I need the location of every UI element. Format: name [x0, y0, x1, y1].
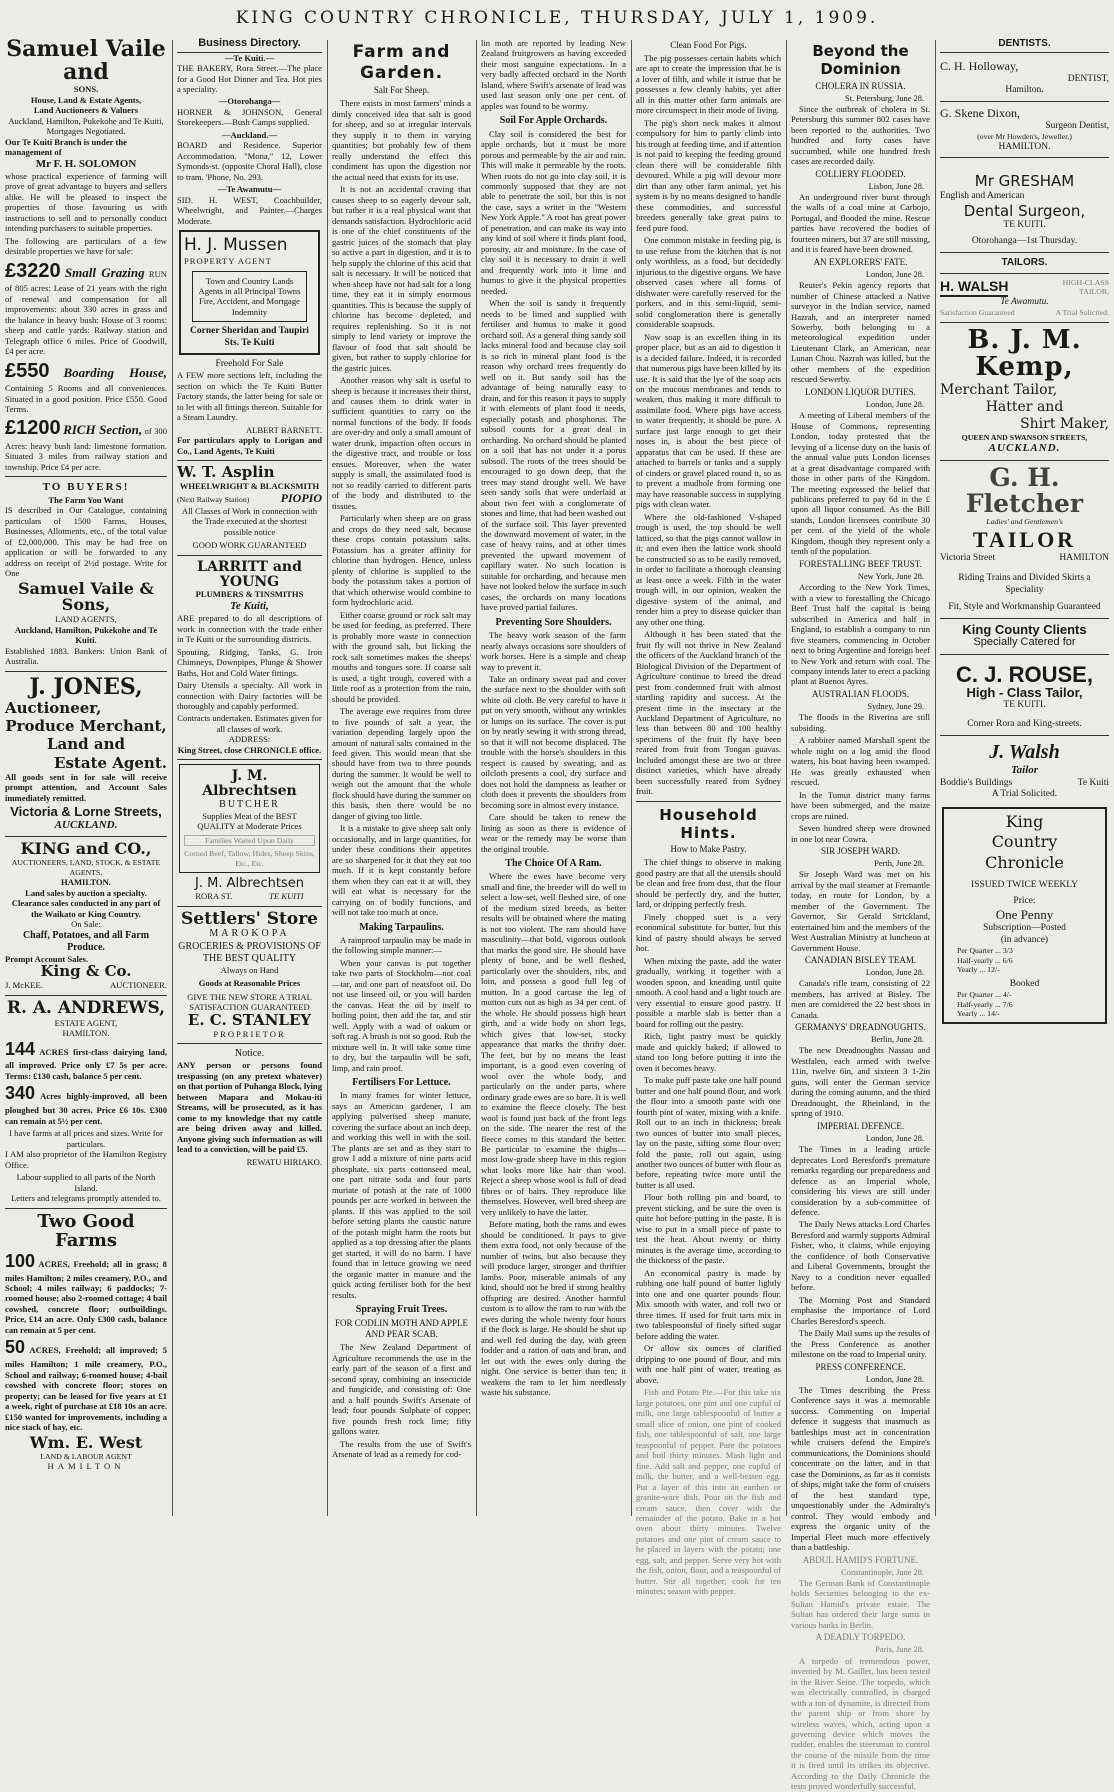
larritt-line: Te Kuiti,: [230, 599, 269, 612]
andrews-listing-text: Acres highly-improved, all been ploughed but 30 acres. Price £6 10s. £300 can remain at 5½ per cent.: [5, 1091, 167, 1126]
property-text: RUN of 805 acres: Lease of 21 years with the right of renewal and compensation for all improvements: about 330 acres in grass and the balance in heavy bush: House of 3 rooms: sheep and cattle yards: Railway station and Telegraph office 6 miles. Price of Goodwill, £4 per acre.: [5, 268, 167, 357]
king-county-line: King County Clients: [962, 621, 1087, 637]
chronicle-rate: Yearly ... 12/-: [957, 965, 1000, 975]
article-paragraph: Care should be taken to renew the lining as soon as there is evidence of wear or the remedy may be worse than the original trouble.: [481, 812, 626, 854]
article-paragraph: The heavy work season of the farm nearly always occasions sore shoulders of work horses. Here is a simple and cheap way to prevent it.: [481, 630, 626, 672]
article-paragraph: The results from the use of Swift's Arsenate of lead as a remedy for cod-: [332, 1438, 471, 1460]
vaile-line: Land Auctioneers & Valuers: [33, 105, 139, 116]
walsh-line: Satisfaction Guaranteed: [940, 308, 1015, 318]
directory-entry: THE BAKERY, Rora Street.—The place for a Good Hot Dinner and Tea. Hot pies a speciality.: [177, 63, 322, 94]
article-paragraph: It is not an accidental craving that causes sheep to so eagerly devour salt, but rather it is a real physical want that demands satisfaction. Hydrochloric acid is one of the chief constituents of the gastric juices of the stomach that play so active a part in digestion, and it is to help supply the chlorine of this acid that salt is necessary. It will be noticed that when sheep have not had salt for a long time, they eat it in simply enormous quantities. This is because the supply of chlorine has become depleted, and requires replenishing. So it is not simply to lend variety or improve the flavour of food that salt should be given, but rather to supply chlorine for the gastric juices.: [332, 184, 471, 373]
cable-text: The Morning Post and Standard emphasise the importance of Lord Charles Beresford's speech.: [791, 1294, 930, 1326]
kemp-line: QUEEN AND SWANSON STREETS,: [961, 432, 1088, 442]
fletcher-line: Victoria Street: [940, 553, 996, 564]
property-title: Small Grazing: [64, 264, 145, 280]
chronicle-rate: Per Quarter ... 4/-: [957, 990, 1012, 1000]
article-paragraph: Clay soil is considered the best for apple orchards, but it must be more porous and permeable by the air and rain. This will make it permeable by the roots. When roots do not go into clay soil, it is commonly supposed that they are not able to penetrate the soil, but this is not the case, says a writer in the "Western New York Apple." A root has great power of penetration, and can make its way into any kind of soil where it finds plant food, porosity, air and moisture. In the case of clay soil it is necessary to drain it well and frequently work into it lime and humus to give it the physical properties needed.: [481, 128, 626, 296]
cable-text: The Daily Mail sums up the results of the Press Conference as another milestone on the road to Imperial unity.: [791, 1328, 930, 1360]
article-paragraph: Another reason why salt is useful to sheep is because it increases their thirst, and causes them to drink water in sufficient quantities to carry on the normal functions of the body. If foods are over-dry and only a small amount of water drunk, impaction often occurs in the digestive tract, and trouble or loss ensues. Moreover, when the water supply is small, the assimilated food is not so readily carried to different parts of the body and distributed to the tissues.: [332, 375, 471, 511]
king-co-line: On Sale:: [71, 919, 101, 930]
rouse-title: C. J. ROUSE,: [956, 661, 1093, 687]
notice-text: ANY person or persons found trespassing (on any pretext whatever) on that portion of Puhanga Block, lying between Mapara and Mokau-iti Streams, will be prosecuted, as it has come to my knowledge that my cattle are being driven away and killed. Anyone giving such information as will lead to a conviction, will be paid £5.: [177, 1060, 322, 1155]
fletcher-line: Ladies' and Gentlemen's: [986, 517, 1063, 527]
cable-dateline: Constantinople, June 28.: [841, 1567, 924, 1577]
article-heading: Making Tarpaulins.: [359, 921, 444, 933]
larritt-line: Spouting, Ridging, Tanks, G. Iron Chimneys, Downpipes, Plunge & Shower Baths, Hot and Cold Water fittings.: [177, 646, 322, 678]
vaile-manager: Mr F. H. SOLOMON: [35, 157, 137, 170]
jwalsh-line: Tailor: [1010, 764, 1039, 777]
andrews-title: R. A. ANDREWS,: [6, 997, 166, 1018]
albrechtsen-line: Corned Beef, Tallow, Hides, Sheep Skins, Etc., Etc.: [184, 849, 315, 868]
article-paragraph: Where the old-fashioned V-shaped trough is used, the top should be well latticed, so that the pigs cannot wallow in it; and even then the lattice work should be constructed so as to be easily removed, in order to facilitate a thorough cleansing at least once a week. Filth in the water trough will, in our opinion, weaken the digestive system of the animal, and render him a prey to disease quicker than any other one thing.: [636, 511, 781, 627]
freehold-line: For particulars apply to Lorigan and Co., Land Agents, Te Kuiti: [177, 435, 322, 456]
tailors-heading: TAILORS.: [1001, 256, 1048, 268]
cable-text: Since the outbreak of cholera in St. Petersburg this summer 802 cases have been reported to the authorities. Two hundred and forty cases have succumbed, while one hundred fresh cases are recorded daily.: [791, 103, 930, 167]
walsh-line: Te Awamutu.: [1000, 296, 1049, 307]
directory-heading: Business Directory.: [177, 38, 322, 53]
chronicle-rate: Half-yearly ... 7/6: [957, 999, 1013, 1009]
king-co-auctioneer: AUCTIONEER.: [109, 980, 167, 991]
beyond-dominion-heading: Beyond the Dominion: [812, 42, 909, 79]
andrews-line: Letters and telegrams promptly attended to.: [11, 1193, 161, 1204]
chronicle-rate: Yearly ... 14/-: [957, 1009, 1000, 1019]
gresham-line: TE KUITI.: [1003, 220, 1046, 231]
freehold-signature: ALBERT BARNETT.: [245, 424, 322, 435]
vaile-line: Auckland, Hamilton, Pukekohe and Te Kuiti,: [8, 115, 164, 126]
rouse-line: TE KUITI.: [1003, 699, 1046, 710]
king-co-line: Clearance sales conducted in any part of the Waikato or King Country.: [11, 898, 161, 919]
cable-heading: SIR JOSEPH WARD.: [820, 846, 901, 856]
article-paragraph: Flour both rolling pin and board, to prevent sticking, and be sure the oven is quite hot before putting in the paste. It is wise to put in a small piece of paste to test the heat. About twenty or thirty minutes is the average time, according to the thickness of the paste.: [636, 1192, 781, 1266]
king-co-line: Land sales by auction a specialty.: [25, 887, 147, 898]
cable-dateline: London, June 28.: [865, 968, 924, 978]
mussen-line: Corner Sheridan and Taupiri Sts. Te Kuiti: [190, 326, 309, 349]
cable-text: A rabbiter named Marshall spent the whole night on a log amid the flood waters, his boat having been swamped. He was greatly exhausted when rescued.: [791, 735, 930, 788]
chronicle-title: Country: [991, 832, 1058, 852]
property-text: of 300 Acres: heavy bush land: limestone formation. Situated 3 miles from railway station and township. Price £4 per acre.: [5, 426, 167, 472]
cable-heading: AN EXPLORERS' FATE.: [813, 256, 908, 267]
chronicle-line: (in advance): [1000, 934, 1049, 945]
andrews-line: I have farms at all prices and sizes. Write for particulars.: [9, 1128, 163, 1149]
article-paragraph: lin moth are reported by leading New Zealand fruitgrowers as having exceeded their most sanguine expectations. In a very badly affected orchard in the North Island, where Swift's arsenate of lead was used last season only one per cent. of apples was found to be wormy.: [481, 38, 626, 111]
fletcher-line: HAMILTON: [1059, 553, 1109, 564]
mussen-line: Town and Country Lands Agents in all Principal Towns Fire, Accident, and Mortgage Indemnity: [192, 271, 307, 323]
walsh-header: [940, 278, 1109, 297]
albrechtsen-ad: [179, 764, 320, 873]
column-5-household: [631, 38, 786, 1597]
cable-heading: AUSTRALIAN FLOODS.: [811, 688, 909, 699]
cable-heading: IMPERIAL DEFENCE.: [816, 1120, 905, 1131]
asplin-line: GOOD WORK GUARANTEED: [192, 540, 307, 551]
vaile-line: House, Land & Estate Agents,: [30, 94, 142, 105]
king-co-line: AUCTIONEERS, LAND, STOCK, & ESTATE AGENTS,: [11, 858, 161, 877]
column-3-farm-garden: [327, 38, 476, 1516]
cable-dateline: London, June 28.: [865, 269, 924, 279]
cable-heading: COLLIERY FLOODED.: [815, 168, 906, 179]
cable-text: Reuter's Pekin agency reports that number of Chinese attacked a Native surveyor in the Indian service, named Hazrah, and an interpreter named Sowerby, both belonging to a meteorological expedition under Lieutenant Clark, an American, near Lunan Chou. Nazrah was killed, but the other members of the expedition rescued Sewerby.: [791, 280, 930, 385]
walsh-line: HIGH-CLASS TAILOR,: [1062, 277, 1109, 297]
article-heading: Clean Food For Pigs.: [670, 40, 747, 50]
notice-signature: REWATU HIRIAKO.: [246, 1156, 322, 1167]
jones-line: Land and: [47, 735, 125, 754]
andrews-listing: [5, 1083, 167, 1126]
chronicle-title: King: [1005, 811, 1044, 831]
andrews-listing: [5, 1039, 167, 1082]
article-paragraph: In many frames for winter lettuce, says an American gardener, I am applying pulverised sheep manure, covering the surface about an inch deep, and working this well in with the soil. The plants are set and as they start to grow I add a mixture of nine parts acid phosphate, six parts cottonseed meal, one part nitrate soda and four parts muriate of potash at the rate of 1000 pounds per acre worked in between the plants. If this was applied to the soil before setting plants the caustic nature of the potash might harm the roots but applied as a top dressing after the plants get started, it will do no harm. I have found that in lettuce growing we need the organic matter in manure and the quick acting fertiliser both for the best results.: [332, 1090, 471, 1300]
article-paragraph: When your canvas is put together take two parts of Stockholm—not coal—tar, and one part of neatsfoot oil. Do not use linseed oil, or you will harden the canvas. Heat the oil by itself to boiling point, then add the tar, and stir well. Apply with a wad of oakum or soft rag. A brush is not so good. Rub the mixture well in. It will take some time to dry, but the tarpaulin will be soft, limp, and rain proof.: [332, 957, 471, 1073]
albrechtsen-line: Families Waited Upon Daily: [184, 835, 315, 847]
article-heading: Fertilisers For Lettuce.: [352, 1077, 451, 1089]
albrechtsen-address: [177, 891, 322, 901]
king-co-mckee: J. McKEE.: [5, 980, 43, 991]
albrechtsen-line: RORA ST.: [195, 891, 233, 902]
cable-text: According to the New York Times, with a view to forestalling the Chicago Beef Trust half the capital is being subscribed in America and half in England, to establish a company to run five steamers, commencing in October next to bring Argentine and foreign beef to New York and return with coal. The company intends later to erect a packing plant at Buenos Ayres.: [791, 582, 930, 687]
andrews-line: Labour supplied to all parts of the North Island.: [16, 1172, 156, 1193]
vaile-sons-line: Auckland, Hamilton, Pukekohe and Te Kuiti.: [14, 624, 158, 646]
kemp-line: Merchant Tailor,: [940, 381, 1058, 398]
cable-dateline: Paris, June 28.: [875, 1645, 924, 1655]
article-paragraph: The New Zealand Department of Agriculture recommends the use in the early part of the season of a first and second spray, combining an insecticide and fungicide, and consisting of: One and a half pounds Swift's Arsenate of lead; four pounds Sulphate of copper; five pounds fresh rock lime; fifty gallons water.: [332, 1342, 471, 1437]
settlers-line: GIVE THE NEW STORE A TRIAL SATISFACTION GUARANTEED: [187, 991, 312, 1013]
cable-text: The Times describing the Press Conference says it was a memorable success. Commenting on Imperial defence it suggests that inasmuch as battleships must act in concentration while cruisers defend the Empire's communications, the Dominions should concentrate on the latter, and in that case the Dominions, as far as it consists of ships, might take the form of cruisers of the best standard type, unquestionably under the Admiralty's control. They would embody and express the organic unity of the Imperial Fleet much more effectively than a battleship.: [791, 1384, 930, 1553]
holloway-line: Hamilton.: [1005, 85, 1044, 96]
household-heading: Household Hints.: [659, 805, 758, 843]
king-co-line: Prompt Account Sales.: [5, 954, 89, 964]
cable-dateline: London, June 28.: [865, 399, 924, 409]
article-heading: Spraying Fruit Trees.: [355, 1304, 448, 1316]
property-listing: [5, 259, 167, 357]
article-paragraph: An economical pastry is made by rubbing one half pound of butter lightly into one and one quarter pounds flour. Mix smooth with water, and roll two or three times. If used for fruit tarts mix in two tablespoonsful of finely sifted sugar before adding the water.: [636, 1267, 781, 1341]
article-paragraph: Or allow six ounces of clarified dripping to one pound of flour, and mix with one half pint of water, treating as above.: [636, 1343, 781, 1385]
cable-heading: GERMANYS' DREADNOUGHTS.: [795, 1022, 926, 1033]
article-paragraph: Take an ordinary sweat pad and cover the surface next to the shoulder with soft white oil cloth. Be very careful to have it put on very smooth, without any wrinkles or lumps on its surface. The cover is put on by neatly sewing it with strong thread, so that it will not become displaced. The trouble with the horse's shoulders in this respect is caused by sweating, and as oilcloth presents a cool, dry surface and does not hold the dampness as leather or cloth does it prevents the shoulders from becoming sore in almost every instance.: [481, 673, 626, 810]
article-paragraph: The average ewe requires from three to five pounds of salt a year, the variation depending largely upon the amount of natural salts contained in the feed given. This would mean that she should have from two to three pounds during the summer. It would be well to weigh out the amount that the whole flock should have during the summer on this basis, then there would be no danger of giving too little.: [332, 706, 471, 821]
fletcher-line: Fit, Style and Workmanship Guaranteed: [948, 602, 1101, 613]
article-paragraph: The pig possesses certain habits which are apt to create the impression that he is a lover of filth, and while it istrue that he possesses a few cleanly habits, yet after all in this matter other farm animals are more circumspect in their mode of living.: [636, 52, 781, 116]
property-listing: [5, 359, 167, 415]
chronicle-line: Subscription—Posted: [983, 923, 1066, 934]
property-title: Boarding House,: [63, 364, 167, 380]
king-co-line: HAMILTON.: [61, 877, 111, 888]
article-paragraph: Before mating, both the rams and ewes should be conditioned. It pays to give them extra food, not only because of the number of twins, but also because they will produce larger, stronger and thriftier lambs. Poor, miserable animals of any kind, should not be bred if strong healthy offspring are desired. Another harmful custom is to allow the ram to run with the ewes during the whole twenty four hours if the flock is large. He should be shut up and well fed during the day, with green fodder and a ration of oats and bran, and let out with the ewes only during the night. One service is better than ten; it weakens the ram to let him needlessly waste his substance.: [481, 1219, 626, 1398]
larritt-line: Dairy Utensils a specialty. All work in connection with Dairy factories will be thoroughly and capably performed.: [177, 680, 322, 711]
jwalsh-line: A Trial Solicited.: [991, 789, 1058, 800]
chronicle-rate: Per Quarter ... 3/3: [957, 946, 1013, 956]
chronicle-rate: Half-yearly ... 6/6: [957, 955, 1013, 965]
chronicle-line: Booked: [1009, 978, 1040, 989]
settlers-line: GROCERIES & PROVISIONS OF THE BEST QUALITY: [178, 940, 321, 964]
directory-town: —Te Awamutu—: [217, 184, 282, 195]
cable-text: Seven hundred sheep were drowned in one lot near Cowra.: [791, 823, 930, 844]
farm-listing-text: ACRES, Freehold; all in grass; 8 miles Hamilton; 2 miles creamery, P.O., and School; 4 miles railway; 6 paddocks; 7-roomed house; also 2-roomed cottage; 4 bail cowshed, concrete floor; outbuildings. Price, £14 an acre. Only £300 cash, balance can remain at 5 per cent.: [5, 1258, 167, 1335]
asplin-line: PIOPIO: [280, 491, 322, 506]
cable-heading: PRESS CONFERENCE.: [815, 1361, 906, 1372]
property-text: Containing 5 Rooms and all conveniences. Situated in a good position. Price £550. Good Terms.: [5, 383, 167, 414]
holloway-title: C. H. Holloway,: [940, 59, 1019, 74]
albrechtsen-title: J. M. Albrechtsen: [195, 876, 304, 892]
jones-address: Victoria & Lorne Streets,: [10, 804, 162, 820]
vaile-sons-line: Established 1883. Bankers: Union Bank of Australia.: [5, 645, 167, 667]
walsh-title: H. WALSH: [940, 278, 1008, 297]
jones-text: All goods sent in for sale will receive prompt attention, and Account Sales immediately remitted.: [5, 771, 167, 803]
farm-listing: [5, 1337, 167, 1432]
dixon-line: HAMILTON.: [998, 141, 1051, 152]
dentists-heading: DENTISTS.: [940, 38, 1109, 53]
cable-heading: CHOLERA IN RUSSIA.: [815, 80, 906, 91]
column-2-business-directory: [172, 38, 327, 1516]
farm-acres: 100: [5, 1250, 36, 1271]
fletcher-address: [940, 553, 1109, 565]
andrews-line: HAMILTON.: [62, 1028, 110, 1039]
cable-dateline: New York, June 28.: [857, 571, 924, 581]
cable-dateline: Berlin, June 28.: [870, 1035, 924, 1045]
andrews-acres: 144: [5, 1038, 36, 1059]
column-7-professional-ads: [935, 38, 1114, 1516]
settlers-line: Goods at Reasonable Prices: [198, 978, 301, 989]
property-price: £1200: [5, 417, 61, 440]
larritt-line: ADDRESS:: [228, 734, 271, 745]
cable-text: Canada's rifle team, consisting of 22 members, has arrived at Bisley. The men are considered the 22 best shots in Canada.: [791, 978, 930, 1020]
chronicle-line: ISSUED TWICE WEEKLY: [971, 880, 1078, 891]
article-paragraph: Particularly when sheep are on grass and crops do they need salt, because these crops contain potassium salts. Potassium has a greater affinity for chlorine than hydrogen. Hence, unless plenty of chlorine is supplied to the body the potassium takes a portion of that which otherwise would combine to form hydrochloric acid.: [332, 513, 471, 608]
cable-dateline: St. Petersburg, June 28.: [845, 93, 924, 103]
article-paragraph: The pig's short neck makes it almost compulsory for him to partly climb into his trough at feeding time, and if attention is not paid to keeping the feeding ground clean there will be considerable filth devoured. While a pig will devour more dirt than any other farm animal, yet his system is by no means designed to handle these commodities, and successful breeders generally take great pains to feed pure food.: [636, 117, 781, 233]
directory-town: —Otorohanga—: [218, 96, 281, 107]
vaile-sons-line: LAND AGENTS,: [55, 614, 117, 625]
walsh-line: A Trial Solicited.: [1055, 308, 1109, 318]
kemp-line: AUCKLAND.: [988, 442, 1061, 455]
asplin-line: All Classes of Work in connection with the Trade executed at the shortest possible notice: [181, 505, 318, 537]
chronicle-price: One Penny: [995, 907, 1054, 923]
cable-heading: LONDON LIQUOR DUTIES.: [805, 386, 916, 397]
jwalsh-line: Boddie's Buildings: [940, 777, 1013, 788]
cable-heading: A DEADLY TORPEDO.: [815, 1632, 906, 1643]
asplin-location: [177, 491, 322, 506]
walsh-footer: [940, 308, 1109, 318]
farm-acres: 50: [5, 1337, 26, 1358]
directory-town: —Auckland.—: [221, 129, 278, 140]
asplin-line: WHEELWRIGHT & BLACKSMITH: [179, 480, 320, 491]
jones-line: Produce Merchant,: [5, 717, 167, 736]
article-paragraph: One common mistake in feeding pig, is to use refuse from the kitchen that is not only worthless, as a food, but decidedly injurious to the digestive organs. We have observed cases where all forms of dishwater were carefully reserved for the porkers, and in this semi-liquid, semi-solid conglomeration there is generally considerable soapsuds.: [636, 235, 781, 330]
jwalsh-address: [940, 778, 1109, 790]
farm-garden-heading: Farm and Garden.: [352, 42, 451, 83]
rouse-line: Corner Rora and King-streets.: [967, 719, 1082, 730]
stanley-title: E. C. STANLEY: [187, 1010, 312, 1029]
fletcher-line: TAILOR: [972, 526, 1077, 552]
article-heading: Preventing Sore Shoulders.: [495, 616, 612, 628]
vaile-branch: Our Te Kuiti Branch is under the management of: [5, 136, 127, 158]
cable-dateline: London, June 28.: [865, 1133, 924, 1143]
andrews-acres: 340: [5, 1083, 36, 1104]
article-paragraph: Rich, light pastry must be quickly made and quickly baked; if allowed to stand too long before putting it into the oven it becomes heavy.: [636, 1031, 781, 1073]
andrews-line: I AM also proprietor of the Hamilton Registry Office.: [5, 1149, 167, 1170]
buyers-subheading: The Farm You Want: [48, 494, 124, 505]
settlers-title: Settlers' Store: [181, 908, 318, 929]
article-paragraph: Finely chopped suet is a very economical substitute for butter, but this kind of pastry should always be served hot.: [636, 911, 781, 954]
article-paragraph: Either coarse ground or rock salt may be used for feeding, as preferred. There is probably more waste in connection with the ground salt, but licking the rock salt sometimes makes the sheeps' mouths and tongues sore. If coarse salt is used, a tight trough, covered with a little roof as a protection from the rain, should be provided.: [332, 609, 471, 704]
asplin-title: W. T. Asplin: [177, 463, 275, 482]
directory-entry: HORNER & JOHNSON, General Storekeepers.—Bush Camps supplied.: [177, 106, 322, 128]
cable-text: Sir Joseph Ward was met on his arrival by the mail steamer at Fremantle today, en route for London, by a member of the Government. The Governor, Sir Gerald Strickland, entertained him and the members of the West Australian Ministry at luncheon at Government House.: [791, 869, 930, 953]
article-paragraph: A rainproof tarpaulin may be made in the following simple manner:—: [332, 934, 471, 956]
rouse-line: High - Class Tailor,: [966, 684, 1083, 700]
vaile-title: Samuel Vaile and: [6, 36, 166, 86]
article-paragraph: Fish and Potato Pie.—For this take six large potatoes, one pint and one cupful of milk, one large tablespoonful of butter a small slice of onion, one pint of cooked fish, one tablespoonful of salt, one large teaspoonful of pepper. Pare the potatoes and boil thirty minutes. Mash light and fine. Add salt and pepper, one cupful of milk, the butter, and a well-beaten egg. Put a layer of this into an earthen or granite-ware dish. Pour on the fish and cream sauce, then cover with the remainder of the potato. Bake in a hot oven about thirty minutes. Twelve potatoes and one pint of cream sauce to be placed in layers with the potato; one egg, salt, and pepper. Serve very hot with the fish, onion, flour, and a teaspoonful of butter. Stir all together; cook for ten minutes; season with pepper.: [636, 1387, 781, 1597]
cable-dateline: Perth, June 28.: [874, 858, 924, 868]
directory-town: —Te Kuiti.—: [224, 52, 275, 63]
gresham-title: Mr GRESHAM: [974, 172, 1075, 191]
column-6-beyond-dominion: [786, 38, 935, 1792]
cable-dateline: Sydney, June 29.: [867, 701, 924, 711]
king-co-footer: [5, 980, 167, 990]
albrechtsen-line: TE KUITI: [269, 891, 304, 902]
jones-line: Auctioneer,: [5, 698, 102, 717]
cable-heading: CANADIAN BISLEY TEAM.: [804, 955, 917, 966]
property-price: £3220: [5, 259, 61, 282]
larritt-line: Contracts undertaken. Estimates given for all classes of work.: [177, 713, 322, 734]
jwalsh-line: Te Kuiti: [1077, 777, 1109, 788]
larritt-line: PLUMBERS & TINSMITHS: [195, 589, 304, 600]
article-paragraph: To make puff paste take one half pound butter and one half pound flour, and work the flour into a smooth paste with one fourth pint of water, mixing with a knife. Roll out to an inch in thickness; break two ounces of butter into small pieces, lay on the paste, sifting some flour over; fold the paste, roll out again, using another two ounces of butter with flour as before, repeating twice more until the butter is all used.: [636, 1075, 781, 1190]
kemp-line: Hatter and: [985, 398, 1064, 415]
asplin-line: (Next Railway Station): [177, 495, 250, 505]
cable-heading: FORESTALLING BEEF TRUST.: [799, 558, 922, 569]
article-heading: Salt For Sheep.: [373, 85, 430, 96]
article-paragraph: It is a mistake to give sheep salt only occasionally, and in large quantities, for under these conditions their appetites are so sharpened for it that they eat too much. If it is kept constantly before them when they can eat it at will, they will eat what is necessary for the carrying on of bodily functions, and will not take too much at once.: [332, 823, 471, 918]
chronicle-line: Price:: [1013, 895, 1036, 906]
jones-title: J. JONES,: [29, 673, 143, 700]
jwalsh-title: J. Walsh: [989, 740, 1060, 763]
cable-text: The floods in the Riverina are still subsiding.: [791, 712, 930, 733]
cable-text: A meeting of Liberal members of the House of Commons, representing London, today protested that the levying of a license duty on the basis of the annual value puts London licenses at a great disadvantage compared with those in other parts of the Kingdom. The meeting expressed the belief that publicans preferred to pay 6d in the £ upon all liquor consumed. As the Bill stands, London licensees contribute 30 per cent. of the yield of the whole Kingdom, though they represent only a tenth of the population.: [791, 410, 930, 557]
king-co-signature: King & Co.: [40, 962, 132, 981]
dixon-title: G. Skene Dixon,: [940, 105, 1020, 120]
king-co-title: KING and CO.,: [20, 839, 152, 859]
buyers-heading: TO BUYERS!: [42, 481, 130, 494]
cable-text: The Times in a leading article deprecates Lord Beresford's premature remarks regarding our preparedness and defence as an Imperial whole, considering his views are still under consideration by a sub-committee of defence.: [791, 1144, 930, 1217]
larritt-line: King Street, close CHRONICLE office.: [177, 744, 322, 755]
cable-dateline: Lisbon, June 28.: [868, 181, 924, 191]
dixon-line: (over Mr Howden's, Jeweller,): [977, 132, 1072, 142]
kemp-title: B. J. M. Kemp,: [967, 324, 1082, 383]
cable-text: The Daily News attacks Lord Charles Beresford and warmly supports Admiral Fisher, who, it claims, while enjoying the confidence of both Conservative and Liberal Governments, brought the Navy to a condition never equalled before.: [791, 1219, 930, 1293]
buyers-text: IS described in Our Catalogue, containing particulars of 1500 Farms, Houses, Businesses, Allotments, etc., of the total value of £2,000,000. This may be had free on application or will be forwarded to any address on receipt of 2½d postage. Write for One: [5, 505, 167, 579]
cable-text: The new Dreadnoughts Nassau and Westfalen, each armed with twelve 11in, twelve 6in, and sixteen 3 1-2in guns, will enter the German service during the coming autumn, and the third Dreadnought, the Rheinland, in the spring of 1910.: [791, 1045, 930, 1119]
article-paragraph: Where the ewes have become very small and fine, the breeder will do well to select a low-set, well fleshed sire, of one of the medium sized breeds, as better results will be obtained where the mating is not too violent. The ram should have masculinity—that bold, vigorous outlook that marks the good sire. He should have plenty of bone, and be well fleshed, particularly over the shoulders, ribs, and loin, and possess a good full leg of mutton. In a good carcase the leg of mutton cuts out as high as 34 per cent. of the whole. He should possess high heart girth, and a wide body on short legs, which gives that low-set, stocky appearance that marks the thrifty doer. The feet, but by no means the least important, is a good even covering of wool over the whole body, and particularly on the under parts, where ordinary grade ewes are so bare. It is well to examine the fleece closely. The best wool is found just back of the front legs on the side. The nearer the rest of the fleece comes to this standard the better. Be particular to examine the thighs—most low-grade sheep have in this region what looks more like hair than wool. Reject a sheep whose wool is full of dead fibres or of bairs. They reproduce like themselves. However, well bred sheep are very unlikely to have the latter.: [481, 871, 626, 1217]
column-4-farm-articles: [476, 38, 631, 1516]
vaile-line: Mortgages Negotiated.: [46, 126, 126, 137]
notice-heading: Notice.: [234, 1048, 265, 1060]
holloway-line: DENTIST,: [1067, 73, 1109, 84]
andrews-listing-text: ACRES first-class dairying land, all improved. Price only £7 5s per acre. Terms: £130 cash, balance 5 per cent.: [5, 1046, 167, 1081]
cable-text: In the Tumut district many farms have been submerged, and the maize crops are ruined.: [791, 789, 930, 821]
king-co-line: Chaff, Potatoes, and all Farm Produce.: [22, 929, 150, 953]
dixon-line: Surgeon Dentist,: [1045, 120, 1109, 131]
property-listing: [5, 416, 167, 472]
article-paragraph: The chief things to observe in making good pastry are that all the utensils should be clean and free from dust, that the flour should be perfectly dry, and the butter, lard, or dripping perfectly fresh.: [636, 857, 781, 910]
cable-text: The German Bank of Constantinople holds Securities belonging to the ex-Sultan Hamid's private estate. The Sultan has ordered their large sums in various banks in Berlin.: [791, 1577, 930, 1630]
farm-listing: [5, 1251, 167, 1336]
property-price: £550: [5, 359, 50, 382]
article-paragraph: When mixing the paste, add the water gradually, working it together with a wooden spoon, and kneading until quite smooth. A cool hand and a light touch are very essential to ensure good pastry. If possible a marble slab is better than a board for rolling out the pastry.: [636, 955, 781, 1029]
cable-text: A torpedo of tremendous power, invented by M. Gaillet, has been tested in the River Seine. The torpedo, which was electrically controlled, is charged with a ton of dynamite, is directed from the parent ship or from shore by wireless waves, which, acting upon a governing device which moves the rudder, enables the steersman to control the course of the missile from the time it is fired until its strikes its objective. According to the Daily Chronicle the tests proved wonderfully successful.: [791, 1655, 930, 1792]
article-heading: The Choice Of A Ram.: [505, 858, 602, 870]
farm-listing-text: ACRES, Freehold; all improved; 5 miles Hamilton; 1 mile creamery, P.O., School and railway; 6-roomed house; 4-bail cowshed with concrete floor; stores on property; can be leased for five years at £1 a week, right of purchase at £18 10s an acre. £150 wanted for improvements, including a nice stack of hay, etc.: [5, 1345, 167, 1433]
article-heading: How to Make Pastry.: [670, 844, 747, 855]
king-county-line: Specially Catered for: [973, 636, 1076, 649]
andrews-line: ESTATE AGENT,: [54, 1017, 118, 1028]
article-heading: Soil For Apple Orchards.: [499, 115, 608, 127]
west-line: LAND & LABOUR AGENT: [40, 1451, 132, 1461]
masthead: KING COUNTRY CHRONICLE, THURSDAY, JULY 1, 1909.: [235, 8, 879, 28]
vaile-text: whose practical experience of farming will prove of great advantage to buyers and sellers alike. He will be pleased to inspect the properties of those favouring us with instructions to sell and to personally conduct intending purchasers to suitable properties.: [5, 170, 167, 234]
mussen-ad: [179, 230, 320, 354]
kemp-line: Shirt Maker,: [1020, 415, 1109, 432]
cable-text: An underground river burst through the walls of a coal mine at Carbojo, Portugal, and flooded the mine. Rescue parties have recovered the bodies of fourteen miners, but 37 are still missing, and it is feared have been drowned.: [791, 191, 930, 255]
gresham-line: Otorohanga—1st Thursday.: [971, 236, 1078, 246]
directory-entry: SID. H. WEST, Coachbuilder, Wheelwright, and Painter.—Charges Moderate.: [177, 194, 322, 226]
cable-heading: ABDUL HAMID'S FORTUNE.: [802, 1554, 919, 1565]
larritt-title: LARRITT and YOUNG: [197, 558, 302, 590]
article-paragraph: There exists in most farmers' minds a dimly conceived idea that salt is good for sheep, and so at irregular intervals they supply it to them in varying quantities; but probably few of them really understand the effect this condiment has upon the digestion nor the actual need that exists for its use.: [332, 98, 471, 182]
gresham-line: English and American: [940, 190, 1025, 201]
property-title: RICH Section,: [63, 422, 143, 438]
vaile-list-intro: The following are particulars of a few desirable properties we have for sale:: [5, 235, 167, 257]
settlers-line: Always on Hand: [220, 964, 279, 975]
albrechtsen-line: BUTCHER: [219, 798, 280, 810]
column-1-advertisements: [0, 38, 172, 1516]
directory-entry: BOARD and Residence. Superior Accommodation. "Mona," 12, Lower Symonds-st. (opposite Choral Hall), close to tram. 'Phone, No. 293.: [177, 140, 322, 182]
vaile-sons: SONS.: [73, 84, 99, 95]
freehold-heading: Freehold For Sale: [215, 358, 284, 369]
chronicle-ad: [942, 807, 1107, 1024]
article-subheading: FOR CODLIN MOTH AND APPLE AND PEAR SCAB.: [334, 1318, 468, 1340]
gresham-line: Dental Surgeon,: [963, 202, 1086, 221]
jones-line: Estate Agent.: [54, 753, 167, 772]
freehold-text: A FEW more sections left, including the section on which the Te Kuiti Butter Factory stands, the latter being for sale or to let with all fittings thereon. Suitable for a Steam Laundry.: [177, 370, 322, 423]
west-line: HAMILTON: [47, 1461, 125, 1472]
fletcher-title: G. H. Fletcher: [965, 462, 1084, 518]
cable-dateline: London, June 28.: [865, 1374, 924, 1384]
article-paragraph: When the soil is sandy it frequently needs to be limed and supplied with fertiliser and humus to make it good orchard soil. As a general thing sandy soil lacks mineral food and because clay soil is so rich in mineral plant food is the reason why orchard trees frequently do well on it. But sandy soil has the advantage of being naturally easy to drain, and for this reason it pays to supply it with elements of plant food it needs, especially potash and phosphorus. The subsoil counts for a great deal in orcharding. No orchard should be planted on a soil that has not under it a porus subsoil. The roots of the trees should be encouraged to go down deep, that the trees may stand drought well. We have seen sandy soils that were underlaid at about two feet with a conglomerate of stones and lime, that had been washed out of the surface soil. This layer prevented the downward movement of water, in the case of heavy rains, and at other times prevented the upward movement of capillary water. No such location is suitable for orcharding, and because men have not looked below the surface in such cases, the orchards on many locations have proved partial failures.: [481, 298, 626, 613]
fletcher-line: Riding Trains and Divided Skirts a Speciality: [958, 573, 1091, 595]
article-paragraph: Now soap is an excellen thing in its proper place, but as an aid to digestion it is a decided failure. Indeed, it is recorded that numerous pigs have been killed by its use. It is said that the lye of the soap acts on the mucous membranes and tends to weaken, thus making it more difficult to assimilate food. Where pigs have access to water frequently, it should be pure. A surface just large enough to get their noses in, is about the best piece of apparatus that can be used. If these are attached to barrels or tanks and a supply of cinders or gravel placed round it, so as to prevent a mudhole from forming one may have reasonable success in supplying pigs with clean water.: [636, 331, 781, 510]
mussen-title: H. J. Mussen: [184, 235, 288, 256]
larritt-line: ARE prepared to do all descriptions of work in connection with the trade either in Te Kuiti or the surrounding districts.: [177, 613, 322, 645]
jones-city: AUCKLAND.: [54, 819, 118, 831]
albrechtsen-line: Supplies Meat of the BEST QUALITY at Moderate Prices: [197, 810, 302, 832]
article-paragraph: Although it has been stated that the fruit fly will not thrive in New Zealand the officers of the Auckland branch of the Biological Division of the Department of Agriculture continue to breed the dread pest from condemned fruit with almost startling rapidity and success. At the present time in the insectary at the Auckland Department of Agriculture, no less than between 80 and 100 healthy specimens of the fruit fly have been reared from fruit from Tongan guavas. Included amongst these are two or three distinct varieties, which have already been successfully reared from Sydney fruit.: [636, 629, 781, 797]
mussen-line: PROPERTY AGENT: [184, 256, 272, 267]
chronicle-title: Chronicle: [985, 853, 1064, 873]
stanley-line: PROPRIETOR: [213, 1028, 286, 1039]
two-farms-heading: Two Good Farms: [37, 1210, 135, 1251]
west-title: Wm. E. West: [29, 1432, 143, 1452]
settlers-line: MAROKOPA: [209, 928, 290, 940]
vaile-sons-title: Samuel Vaile & Sons,: [18, 578, 154, 615]
albrechtsen-title: J. M. Albrechtsen: [202, 768, 297, 800]
